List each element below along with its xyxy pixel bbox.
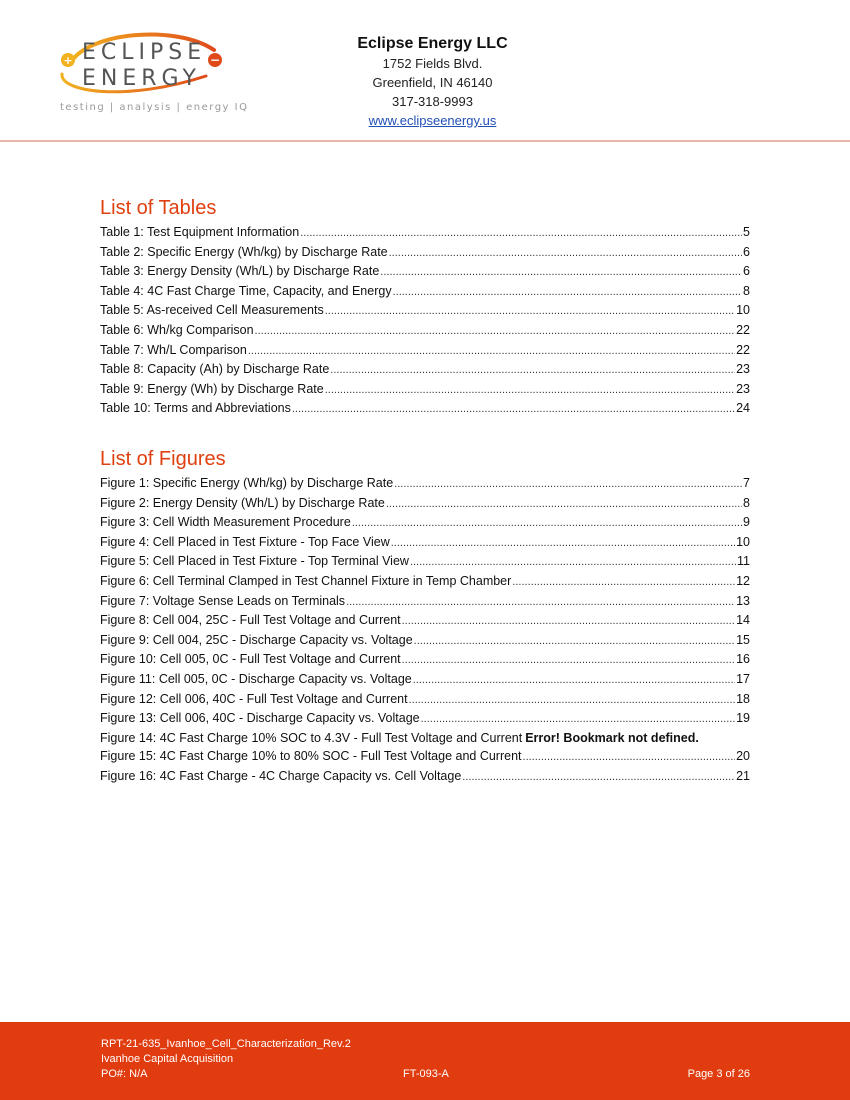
toc-dot-leader <box>409 691 736 710</box>
toc-entry-page-number: 14 <box>736 613 750 628</box>
toc-entry[interactable] <box>100 494 750 514</box>
toc-dot-leader <box>248 342 735 361</box>
toc-dot-leader <box>421 710 735 729</box>
toc-dot-leader <box>386 495 742 514</box>
toc-dot-leader <box>346 593 735 612</box>
toc-entry[interactable] <box>100 709 750 729</box>
list-of-tables <box>100 195 750 419</box>
toc-dot-leader <box>462 768 735 787</box>
list-of-tables-heading: List of Tables <box>100 197 217 219</box>
toc-entry[interactable] <box>100 690 750 710</box>
toc-entry-title: Figure 2: Energy Density (Wh/L) by Discharge Rate <box>100 495 385 510</box>
company-info <box>330 34 535 130</box>
page-header <box>0 0 850 140</box>
toc-entry-page-number: 12 <box>736 573 750 588</box>
company-phone: 317-318-9993 <box>392 94 473 109</box>
toc-entry-title: Figure 6: Cell Terminal Clamped in Test Channel Fixture in Temp Chamber <box>100 573 512 588</box>
toc-entry-title: Figure 9: Cell 004, 25C - Discharge Capacity vs. Voltage <box>100 632 413 647</box>
toc-dot-leader <box>394 475 742 494</box>
toc-dot-leader <box>255 322 736 341</box>
toc-entry[interactable] <box>100 729 750 748</box>
toc-entry-page-number: 5 <box>743 225 750 239</box>
toc-entry[interactable] <box>100 399 750 419</box>
toc-entry-title: Table 7: Wh/L Comparison <box>100 342 247 357</box>
toc-entry-title: Table 10: Terms and Abbreviations <box>100 401 291 416</box>
toc-entry-title: Table 8: Capacity (Ah) by Discharge Rate <box>100 362 330 377</box>
toc-dot-leader <box>300 224 742 243</box>
toc-entry-page-number: 22 <box>736 322 750 337</box>
toc-entry[interactable] <box>100 670 750 690</box>
toc-dot-leader <box>352 514 742 533</box>
toc-entry[interactable] <box>100 380 750 400</box>
footer-form-number: FT-093-A <box>403 1068 449 1080</box>
toc-entry-page-number: 11 <box>737 554 750 569</box>
company-address-line2: Greenfield, IN 46140 <box>372 75 493 90</box>
toc-entry-page-number: 10 <box>736 534 750 549</box>
toc-dot-leader <box>523 748 736 767</box>
toc-entry[interactable] <box>100 360 750 380</box>
company-website-link[interactable]: www.eclipseenergy.us <box>368 113 497 128</box>
toc-dot-leader <box>402 651 735 670</box>
toc-entry-title: Figure 10: Cell 005, 0C - Full Test Voltage and Current <box>100 652 401 667</box>
toc-entry-title: Figure 14: 4C Fast Charge 10% SOC to 4.3V - Full Test Voltage and Current <box>100 730 523 745</box>
toc-entry[interactable] <box>100 747 750 767</box>
toc-dot-leader <box>413 671 735 690</box>
toc-entry-page-number: 8 <box>743 495 750 510</box>
toc-entry-page-number: 23 <box>736 381 750 396</box>
toc-dot-leader <box>380 263 742 282</box>
toc-entry-title: Table 1: Test Equipment Information <box>100 225 300 239</box>
footer-page-number: Page 3 of 26 <box>687 1068 750 1080</box>
toc-entry[interactable] <box>100 223 750 243</box>
toc-entry-title: Figure 7: Voltage Sense Leads on Terminals <box>100 593 346 608</box>
page-footer <box>0 1022 850 1100</box>
toc-dot-leader <box>330 361 735 380</box>
toc-dot-leader <box>402 612 735 631</box>
toc-entry-page-number: 9 <box>743 515 750 530</box>
list-of-figures-heading: List of Figures <box>100 448 226 470</box>
footer-document-id: RPT-21-635_Ivanhoe_Cell_Characterization_Rev.2 <box>101 1038 351 1050</box>
toc-entry-title: Figure 12: Cell 006, 40C - Full Test Voltage and Current <box>100 691 408 706</box>
toc-entry-error: Error! Bookmark not defined. <box>525 730 699 745</box>
toc-dot-leader <box>414 632 735 651</box>
toc-dot-leader <box>325 302 735 321</box>
toc-dot-leader <box>389 244 742 263</box>
toc-dot-leader <box>292 400 735 419</box>
toc-dot-leader <box>391 534 735 553</box>
company-logo <box>56 28 256 128</box>
toc-entry[interactable] <box>100 513 750 533</box>
toc-entry-page-number: 6 <box>743 244 750 259</box>
toc-entry-title: Figure 13: Cell 006, 40C - Discharge Capacity vs. Voltage <box>100 711 420 726</box>
toc-entry-title: Figure 1: Specific Energy (Wh/kg) by Discharge Rate <box>100 476 394 490</box>
toc-entry-page-number: 13 <box>736 593 750 608</box>
toc-entry-page-number: 21 <box>736 768 750 783</box>
toc-entry-page-number: 6 <box>743 264 750 279</box>
toc-entry-title: Figure 11: Cell 005, 0C - Discharge Capacity vs. Voltage <box>100 671 412 686</box>
toc-entry[interactable] <box>100 552 750 572</box>
toc-entry-title: Table 9: Energy (Wh) by Discharge Rate <box>100 381 324 396</box>
toc-entry[interactable] <box>100 650 750 670</box>
toc-entry-title: Figure 3: Cell Width Measurement Procedure <box>100 515 351 530</box>
toc-entry[interactable] <box>100 321 750 341</box>
toc-entry-page-number: 7 <box>743 476 750 490</box>
toc-entry-page-number: 23 <box>736 362 750 377</box>
logo-word-eclipse: ECLIPSE <box>82 40 207 65</box>
toc-dot-leader <box>512 573 735 592</box>
figures-toc-list <box>100 474 750 787</box>
toc-entry-title: Figure 5: Cell Placed in Test Fixture - Top Terminal View <box>100 554 409 569</box>
plus-symbol: + <box>63 54 73 67</box>
toc-entry[interactable] <box>100 282 750 302</box>
toc-dot-leader <box>410 553 736 572</box>
company-address-line1: 1752 Fields Blvd. <box>382 56 483 71</box>
toc-entry-page-number: 17 <box>736 671 750 686</box>
toc-entry-page-number: 16 <box>736 652 750 667</box>
logo-word-energy: ENERGY <box>82 66 201 91</box>
toc-entry[interactable] <box>100 341 750 361</box>
header-divider <box>0 140 850 142</box>
toc-entry-title: Figure 8: Cell 004, 25C - Full Test Voltage and Current <box>100 613 401 628</box>
toc-entry-title: Table 4: 4C Fast Charge Time, Capacity, and Energy <box>100 283 392 298</box>
toc-entry-page-number: 19 <box>736 711 750 726</box>
tables-toc-list <box>100 223 750 419</box>
toc-entry-page-number: 24 <box>736 401 750 416</box>
toc-entry[interactable] <box>100 611 750 631</box>
toc-dot-leader <box>325 381 735 400</box>
logo-tagline: testing | analysis | energy IQ <box>60 102 249 113</box>
toc-entry-page-number: 15 <box>736 632 750 647</box>
toc-entry-page-number: 18 <box>736 691 750 706</box>
toc-entry[interactable] <box>100 474 750 494</box>
toc-entry-title: Table 3: Energy Density (Wh/L) by Discharge Rate <box>100 264 380 279</box>
toc-entry[interactable] <box>100 592 750 612</box>
toc-entry-page-number: 22 <box>736 342 750 357</box>
footer-client: Ivanhoe Capital Acquisition <box>101 1053 234 1065</box>
toc-entry[interactable] <box>100 631 750 651</box>
toc-entry-title: Table 5: As-received Cell Measurements <box>100 303 324 318</box>
toc-entry-title: Table 6: Wh/kg Comparison <box>100 322 254 337</box>
toc-dot-leader <box>393 283 742 302</box>
company-name: Eclipse Energy LLC <box>357 35 508 52</box>
toc-entry[interactable] <box>100 301 750 321</box>
toc-entry[interactable] <box>100 243 750 263</box>
toc-entry[interactable] <box>100 533 750 553</box>
toc-entry-title: Figure 4: Cell Placed in Test Fixture - Top Face View <box>100 534 390 549</box>
list-of-figures <box>100 446 750 787</box>
toc-entry-page-number: 10 <box>736 303 750 318</box>
footer-po-number: PO#: N/A <box>101 1068 148 1080</box>
toc-entry[interactable] <box>100 262 750 282</box>
toc-entry-page-number: 20 <box>736 749 750 764</box>
minus-symbol: − <box>209 53 221 67</box>
toc-entry[interactable] <box>100 767 750 787</box>
toc-entry[interactable] <box>100 572 750 592</box>
toc-entry-page-number: 8 <box>743 283 750 298</box>
toc-entry-title: Table 2: Specific Energy (Wh/kg) by Discharge Rate <box>100 244 388 259</box>
toc-entry-title: Figure 15: 4C Fast Charge 10% to 80% SOC - Full Test Voltage and Current <box>100 749 522 764</box>
toc-entry-title: Figure 16: 4C Fast Charge - 4C Charge Capacity vs. Cell Voltage <box>100 768 462 783</box>
